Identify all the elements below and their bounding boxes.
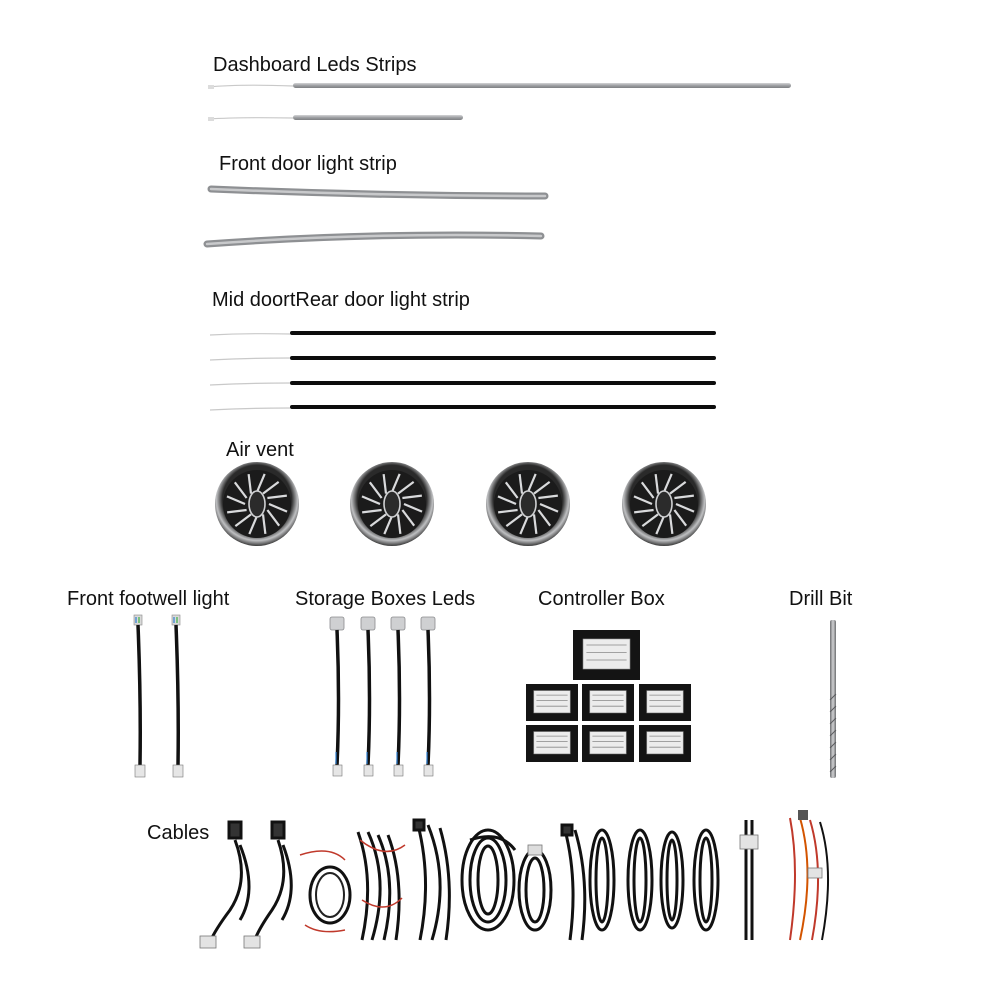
door-strip-1: [210, 331, 716, 335]
controller-box-5: [526, 725, 578, 762]
footwell-light-label: Front footwell light: [67, 588, 230, 610]
cable-13: [740, 820, 758, 940]
cable-14: [790, 810, 828, 940]
mid-rear-door-strip-label: Mid doortRear door light strip: [212, 289, 470, 311]
controller-box-7: [639, 725, 691, 762]
cable-10: [628, 830, 652, 930]
air-vent-4: [622, 462, 706, 546]
dashboard-strips-label: Dashboard Leds Strips: [213, 54, 417, 76]
cable-7: [519, 845, 551, 930]
front-door-light-strips: [207, 189, 545, 244]
storage-box-led-1: [330, 617, 344, 776]
air-vents: [215, 462, 706, 546]
storage-box-led-3: [391, 617, 405, 776]
cable-1: [200, 822, 249, 948]
air-vent-1: [215, 462, 299, 546]
storage-box-led-2: [361, 617, 375, 776]
footwell-light-2: [172, 615, 183, 777]
controller-box-label: Controller Box: [538, 588, 665, 610]
controller-box-3: [582, 684, 634, 721]
cable-9: [590, 830, 614, 930]
door-strip-3: [210, 381, 716, 385]
dashboard-strip-short: [208, 115, 463, 121]
front-door-strip-label: Front door light strip: [219, 153, 397, 175]
dashboard-led-strips: [208, 83, 791, 121]
cable-2: [244, 822, 291, 948]
controller-box-4: [639, 684, 691, 721]
cable-harnesses: [200, 810, 828, 948]
cables-label: Cables: [147, 822, 210, 844]
air-vent-3: [486, 462, 570, 546]
cable-12: [694, 830, 718, 930]
cable-5: [414, 820, 449, 940]
controller-boxes: [526, 630, 691, 762]
drill-bit: [830, 620, 836, 778]
mid-rear-door-light-strips: [210, 331, 716, 410]
dashboard-strip-long: [208, 83, 791, 89]
controller-box-6: [582, 725, 634, 762]
cable-6: [462, 830, 515, 930]
controller-box-2: [526, 684, 578, 721]
air-vent-label: Air vent: [226, 439, 294, 461]
drill-bit-label: Drill Bit: [789, 588, 853, 610]
controller-box-1: [573, 630, 640, 680]
front-footwell-lights: [134, 615, 183, 777]
air-vent-2: [350, 462, 434, 546]
cable-3: [300, 851, 350, 932]
cable-4: [358, 832, 405, 940]
storage-box-led-4: [421, 617, 435, 776]
storage-boxes-leds-label: Storage Boxes Leds: [295, 588, 476, 610]
cable-8: [562, 825, 585, 940]
cable-11: [661, 832, 683, 928]
door-strip-4: [210, 405, 716, 410]
storage-box-leds: [330, 617, 435, 776]
door-strip-2: [210, 356, 716, 360]
footwell-light-1: [134, 615, 145, 777]
